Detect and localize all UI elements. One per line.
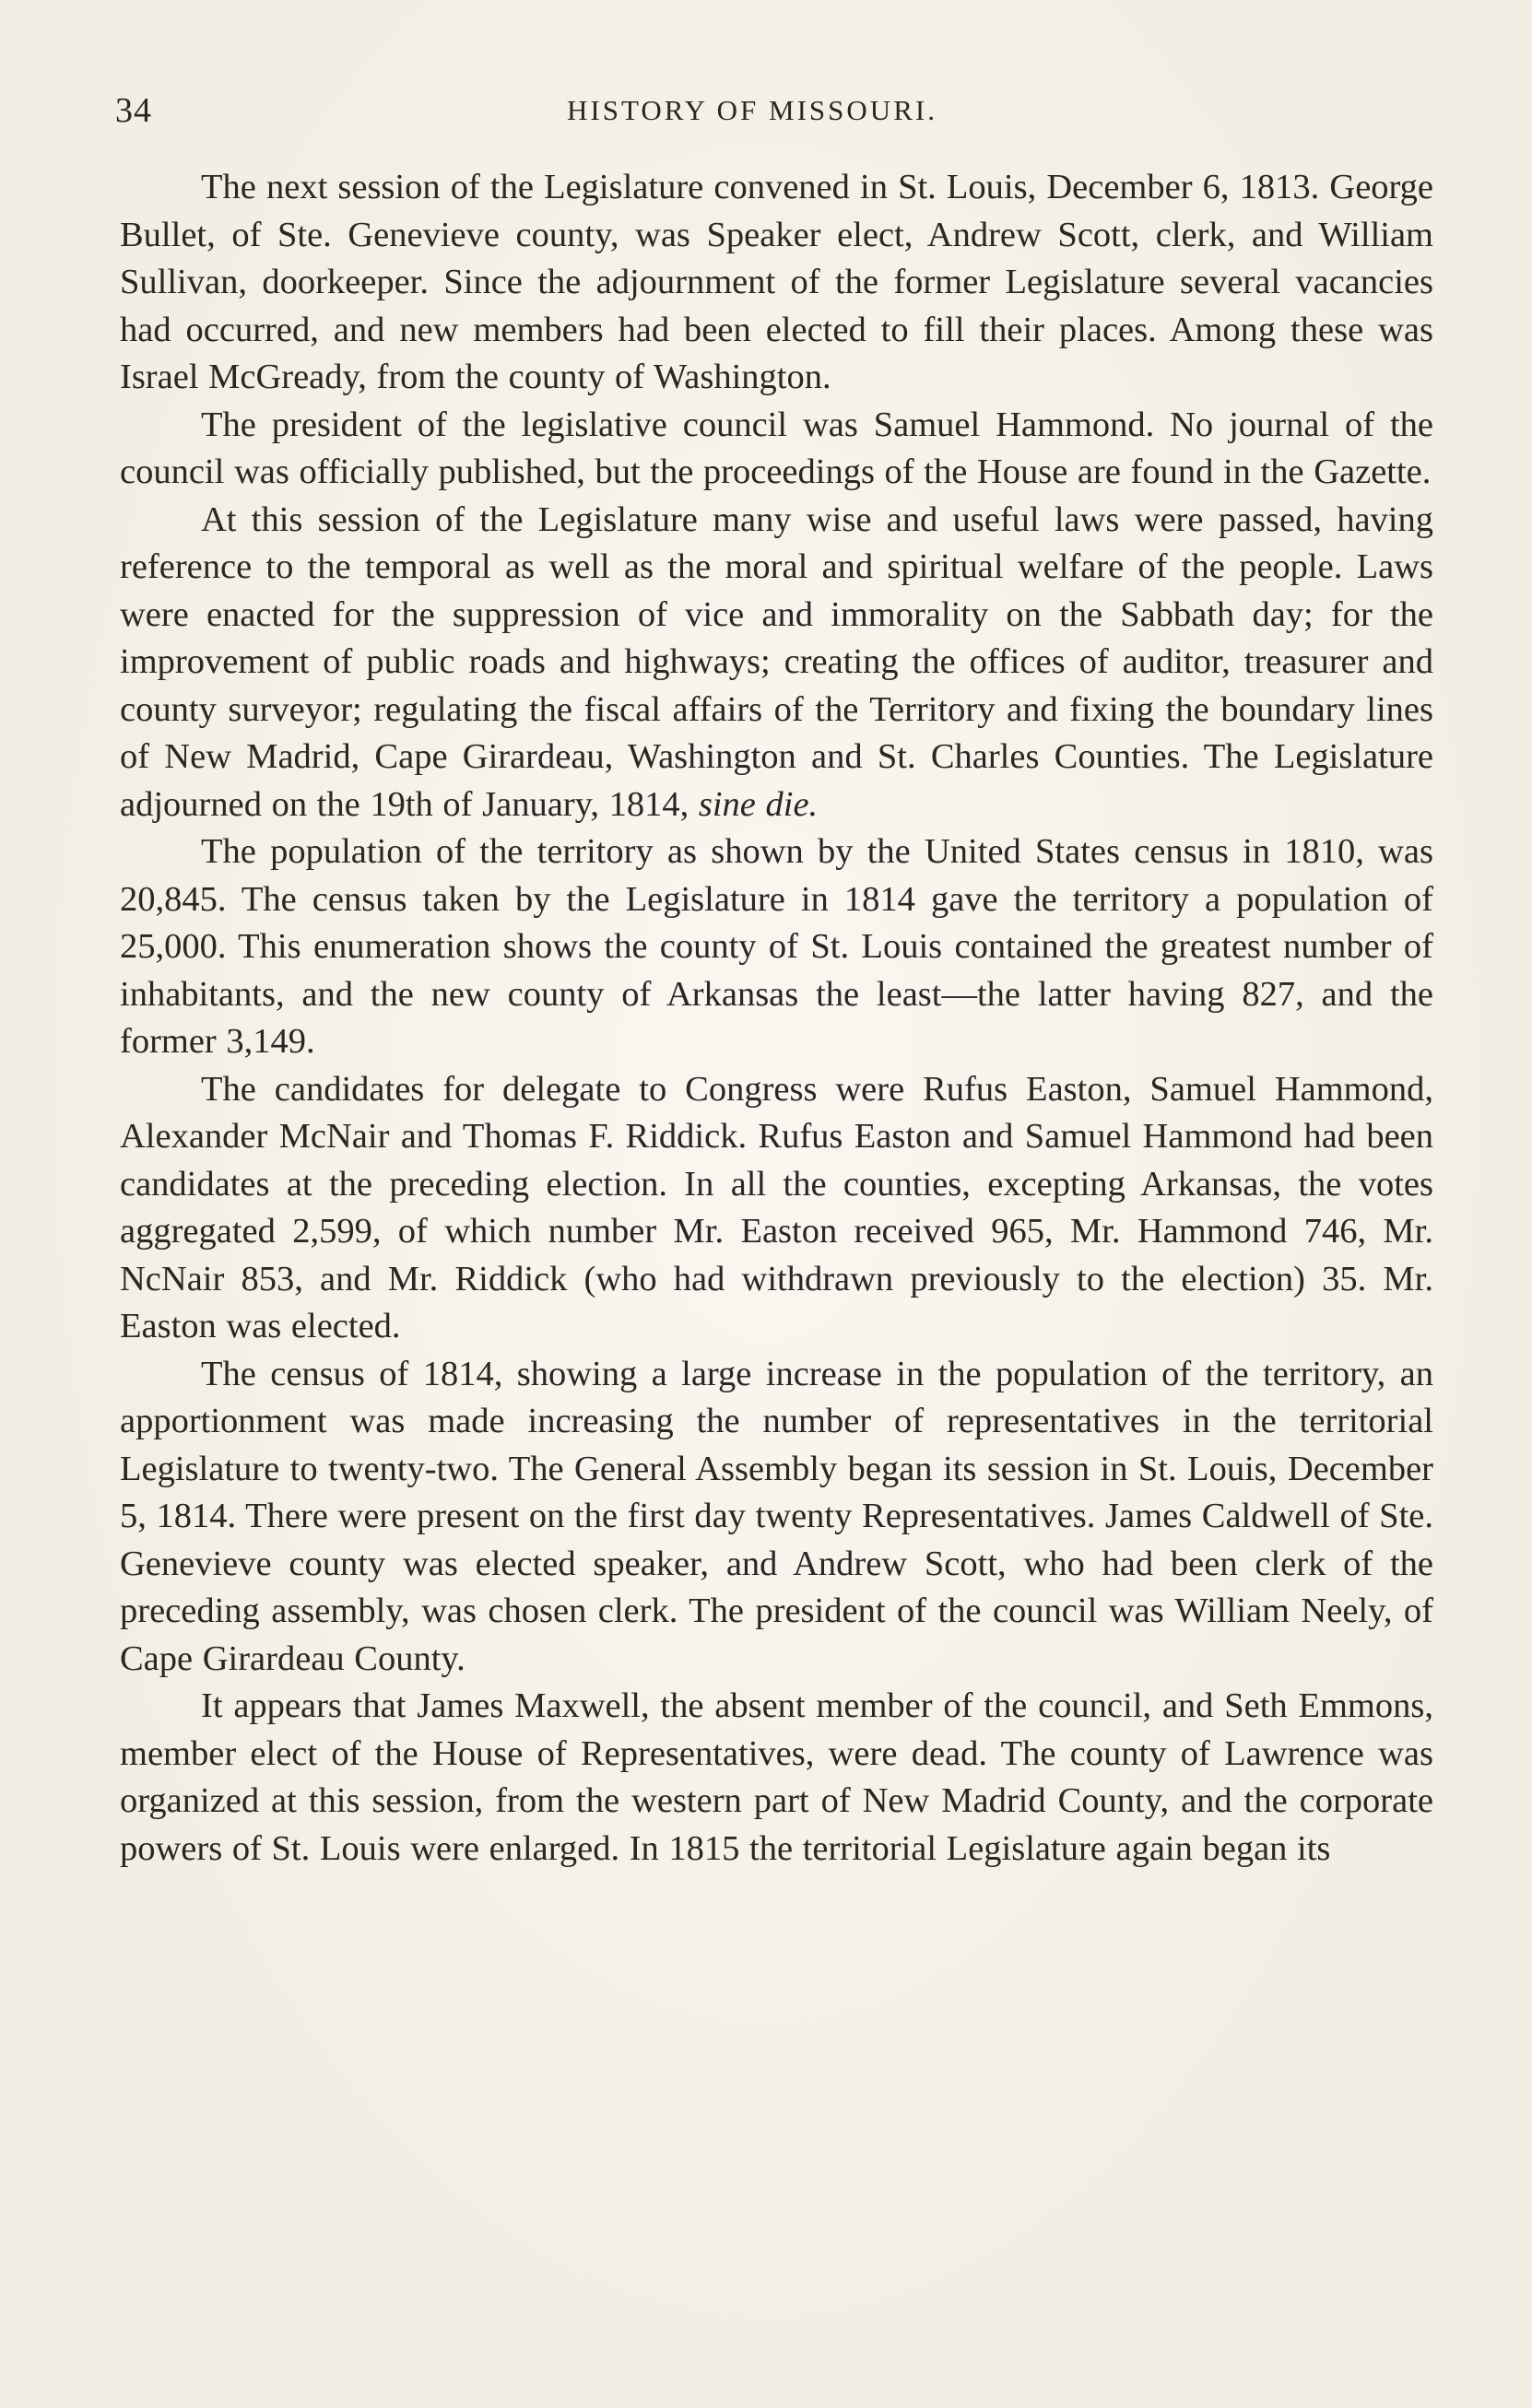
body-text [120,164,1433,1873]
paragraph-7: It appears that James Maxwell, the absent member of the council, and Seth Emmons, member elect of the House of Representatives, were dead. The county of Lawrence was organized at this session, from the western part of New Madrid County, and the corporate powers of St. Louis were enlarged. In 1815 the territorial Legislature again began its [120,1686,1433,1868]
paragraph-5: The candidates for delegate to Congress were Rufus Easton, Samuel Hammond, Alexander McNair and Thomas F. Riddick. Rufus Easton and Samuel Hammond had been candidates at the preceding election. In all the counties, excepting Arkansas, the votes aggregated 2,599, of which number Mr. Easton received 965, Mr. Hammond 746, Mr. NcNair 853, and Mr. Riddick (who had withdrawn previously to the election) 35. Mr. Easton was elected. [120,1069,1433,1345]
sine-die-italic: sine die. [698,784,819,824]
paragraph-3-text: At this session of the Legislature many wise and useful laws were passed, having reference to the temporal as well as the moral and spiritual welfare of the people. Laws were enacted for the suppression of vice and immorality on the Sabbath day; for the improvement of public roads and highways; creating the offices of auditor, treasurer and county surveyor; regulating the fiscal affairs of the Territory and fixing the boundary lines of New Madrid, Cape Girardeau, Washington and St. Charles Counties. The Legislature adjourned on the 19th of January, 1814, [120,499,1433,824]
paragraph-1: The next session of the Legislature convened in St. Louis, December 6, 1813. George Bullet, of Ste. Genevieve county, was Speaker elect, Andrew Scott, clerk, and William Sullivan, doorkeeper. Since the adjournment of the former Legislature several vacancies had occurred, and new members had been elected to fill their places. Among these was Israel McGready, from the county of Washington. [120,168,1433,396]
paragraph-3 [120,497,1433,829]
page-number: 34 [115,91,152,130]
paragraph-4: The population of the territory as shown by the United States census in 1810, was 20,845. The census taken by the Legislature in 1814 gave the territory a population of 25,000. This enumeration shows the county of St. Louis contained the greatest number of inhabitants, and the new county of Arkansas the least—the latter having 827, and the former 3,149. [120,832,1433,1061]
paragraph-2: The president of the legislative council was Samuel Hammond. No journal of the council was officially published, but the proceedings of the House are found in the Gazette. [120,405,1433,491]
page-header [115,90,1433,136]
paragraph-6: The census of 1814, showing a large increase in the population of the territory, an apportionment was made increasing the number of representatives in the territorial Legislature to twenty-two. The General Assembly began its session in St. Louis, December 5, 1814. There were present on the first day twenty Representatives. James Caldwell of Ste. Genevieve county was elected speaker, and Andrew Scott, who had been clerk of the preceding assembly, was chosen clerk. The president of the council was William Neely, of Cape Girardeau County. [120,1354,1433,1678]
running-title: HISTORY OF MISSOURI. [567,94,937,126]
